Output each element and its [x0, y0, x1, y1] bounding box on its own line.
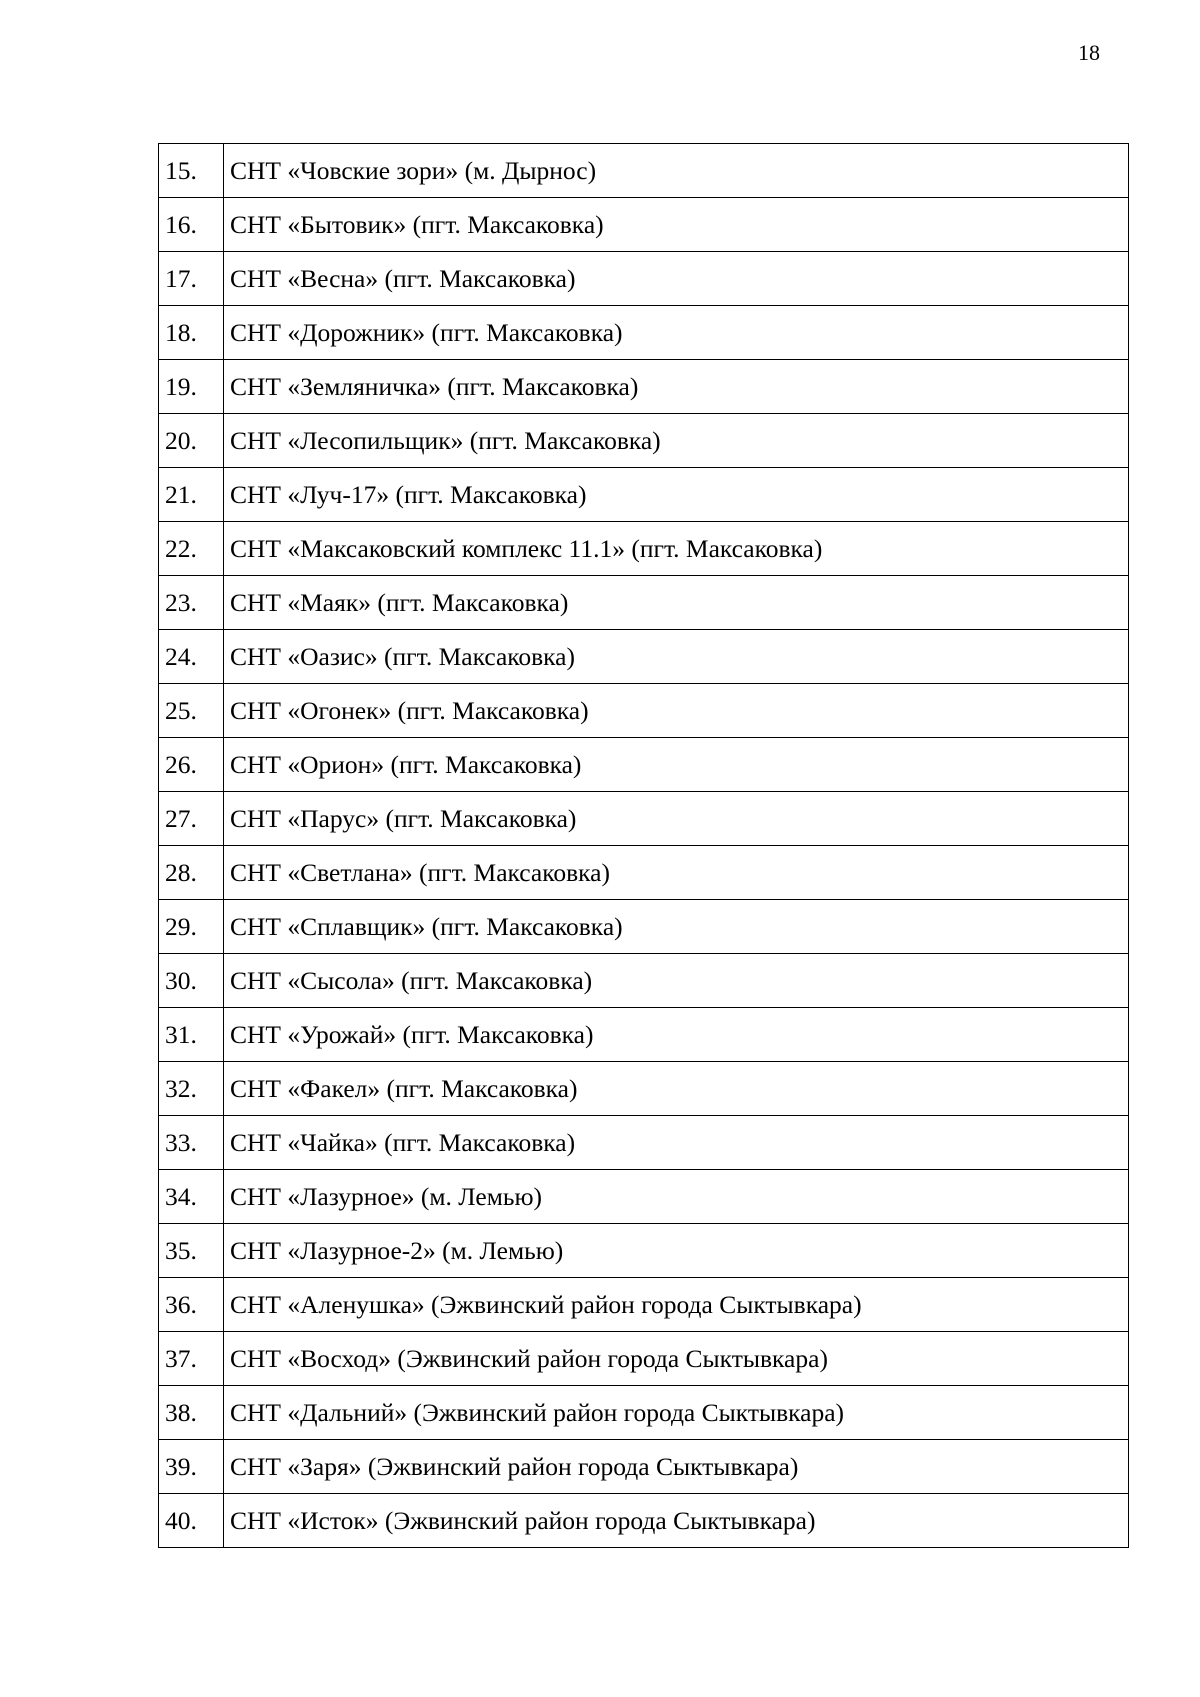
table-row: [159, 414, 1129, 468]
row-number: 15.: [159, 144, 224, 198]
table-row: [159, 1494, 1129, 1548]
table-row: [159, 846, 1129, 900]
row-name: СНТ «Дальний» (Эжвинский район города Сыктывкара): [224, 1386, 1129, 1440]
table-row: [159, 1170, 1129, 1224]
row-number: 39.: [159, 1440, 224, 1494]
row-number: 21.: [159, 468, 224, 522]
table-row: [159, 630, 1129, 684]
row-name: СНТ «Весна» (пгт. Максаковка): [224, 252, 1129, 306]
row-number: 27.: [159, 792, 224, 846]
row-name: СНТ «Лесопильщик» (пгт. Максаковка): [224, 414, 1129, 468]
row-number: 32.: [159, 1062, 224, 1116]
row-number: 33.: [159, 1116, 224, 1170]
row-number: 35.: [159, 1224, 224, 1278]
row-name: СНТ «Светлана» (пгт. Максаковка): [224, 846, 1129, 900]
row-name: СНТ «Земляничка» (пгт. Максаковка): [224, 360, 1129, 414]
page-number: 18: [1078, 40, 1100, 65]
row-number: 25.: [159, 684, 224, 738]
row-name: СНТ «Огонек» (пгт. Максаковка): [224, 684, 1129, 738]
table-row: [159, 792, 1129, 846]
table-row: [159, 468, 1129, 522]
row-number: 24.: [159, 630, 224, 684]
table-row: [159, 1062, 1129, 1116]
table-row: [159, 576, 1129, 630]
table-row: [159, 954, 1129, 1008]
snt-list-table: [158, 143, 1129, 1548]
row-name: СНТ «Сплавщик» (пгт. Максаковка): [224, 900, 1129, 954]
row-name: СНТ «Бытовик» (пгт. Максаковка): [224, 198, 1129, 252]
table-row: [159, 252, 1129, 306]
row-number: 28.: [159, 846, 224, 900]
row-number: 30.: [159, 954, 224, 1008]
row-name: СНТ «Оазис» (пгт. Максаковка): [224, 630, 1129, 684]
table-row: [159, 522, 1129, 576]
row-name: СНТ «Лазурное-2» (м. Лемью): [224, 1224, 1129, 1278]
row-name: СНТ «Лазурное» (м. Лемью): [224, 1170, 1129, 1224]
row-number: 40.: [159, 1494, 224, 1548]
table-row: [159, 1008, 1129, 1062]
row-name: СНТ «Човские зори» (м. Дырнос): [224, 144, 1129, 198]
row-number: 36.: [159, 1278, 224, 1332]
row-name: СНТ «Факел» (пгт. Максаковка): [224, 1062, 1129, 1116]
row-name: СНТ «Восход» (Эжвинский район города Сыктывкара): [224, 1332, 1129, 1386]
table-row: [159, 738, 1129, 792]
row-number: 17.: [159, 252, 224, 306]
row-number: 20.: [159, 414, 224, 468]
row-number: 37.: [159, 1332, 224, 1386]
table-row: [159, 198, 1129, 252]
row-name: СНТ «Орион» (пгт. Максаковка): [224, 738, 1129, 792]
row-name: СНТ «Парус» (пгт. Максаковка): [224, 792, 1129, 846]
table-row: [159, 900, 1129, 954]
row-name: СНТ «Максаковский комплекс 11.1» (пгт. Максаковка): [224, 522, 1129, 576]
table-row: [159, 1278, 1129, 1332]
row-number: 18.: [159, 306, 224, 360]
table-row: [159, 1116, 1129, 1170]
row-name: СНТ «Исток» (Эжвинский район города Сыктывкара): [224, 1494, 1129, 1548]
table-row: [159, 144, 1129, 198]
table-row: [159, 1224, 1129, 1278]
row-name: СНТ «Маяк» (пгт. Максаковка): [224, 576, 1129, 630]
row-number: 16.: [159, 198, 224, 252]
row-name: СНТ «Чайка» (пгт. Максаковка): [224, 1116, 1129, 1170]
table-row: [159, 1332, 1129, 1386]
row-number: 19.: [159, 360, 224, 414]
row-name: СНТ «Сысола» (пгт. Максаковка): [224, 954, 1129, 1008]
table-row: [159, 306, 1129, 360]
row-name: СНТ «Дорожник» (пгт. Максаковка): [224, 306, 1129, 360]
table-body: [159, 144, 1129, 1548]
table-row: [159, 360, 1129, 414]
row-name: СНТ «Луч-17» (пгт. Максаковка): [224, 468, 1129, 522]
row-number: 38.: [159, 1386, 224, 1440]
row-name: СНТ «Заря» (Эжвинский район города Сыктывкара): [224, 1440, 1129, 1494]
row-number: 23.: [159, 576, 224, 630]
table-row: [159, 1386, 1129, 1440]
row-name: СНТ «Урожай» (пгт. Максаковка): [224, 1008, 1129, 1062]
row-name: СНТ «Аленушка» (Эжвинский район города Сыктывкара): [224, 1278, 1129, 1332]
row-number: 34.: [159, 1170, 224, 1224]
row-number: 22.: [159, 522, 224, 576]
table-row: [159, 684, 1129, 738]
row-number: 26.: [159, 738, 224, 792]
row-number: 31.: [159, 1008, 224, 1062]
row-number: 29.: [159, 900, 224, 954]
table-row: [159, 1440, 1129, 1494]
